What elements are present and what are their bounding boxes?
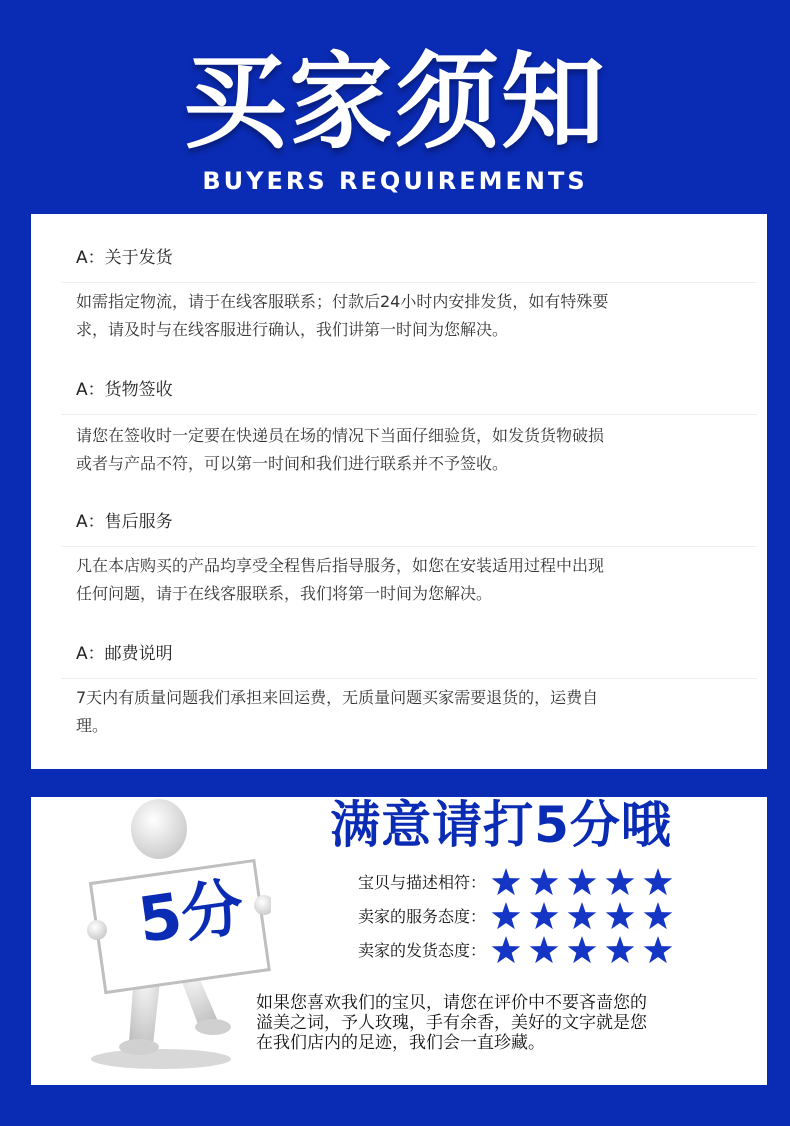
closing-line: 如果您喜欢我们的宝贝，请您在评价中不要吝啬您的 [256, 993, 647, 1013]
divider [61, 414, 757, 415]
rating-label: 宝贝与描述相符： [357, 873, 486, 892]
closing-line: 溢美之词，予人玫瑰，手有余香，美好的文字就是您 [256, 1013, 647, 1033]
star-icon [644, 936, 673, 963]
star-icon [644, 868, 673, 895]
closing-line: 在我们店内的足迹，我们会一直珍藏。 [256, 1033, 545, 1053]
star-icon [530, 936, 559, 963]
section-title: A：售后服务 [76, 512, 173, 532]
rating-label: 卖家的服务态度： [357, 907, 486, 926]
closing-message [256, 993, 736, 1053]
rating-panel [31, 797, 767, 1085]
section-line: 任何问题，请于在线客服联系，我们将第一时间为您解决。 [76, 584, 493, 603]
divider [61, 678, 757, 679]
star-icon [606, 902, 635, 929]
section-body [76, 422, 736, 478]
divider [61, 546, 757, 547]
promo-title: 满意请打5分哦 [330, 796, 672, 854]
divider [61, 282, 757, 283]
sign-text: 5分 [133, 870, 249, 957]
star-icon [492, 902, 521, 929]
section-title: A：邮费说明 [76, 644, 173, 664]
section-body [76, 684, 736, 740]
star-icon [492, 936, 521, 963]
section-body [76, 552, 736, 608]
notice-card [31, 214, 767, 769]
header [0, 0, 790, 210]
section-line: 理。 [76, 716, 109, 735]
section-line: 请您在签收时一定要在快递员在场的情况下当面仔细验货，如发货货物破损 [76, 426, 605, 445]
star-rating [491, 901, 681, 933]
rating-row-delivery [271, 935, 731, 967]
rating-row-description [271, 867, 731, 899]
section-line: 7天内有质量问题我们承担来回运费，无质量问题买家需要退货的，运费自 [76, 688, 599, 707]
star-icon [568, 936, 597, 963]
section-title: A：货物签收 [76, 380, 173, 400]
star-icon [492, 868, 521, 895]
star-icon [568, 902, 597, 929]
star-icon [568, 868, 597, 895]
star-icon [530, 868, 559, 895]
section-line: 求，请及时与在线客服进行确认，我们讲第一时间为您解决。 [76, 320, 509, 339]
star-icon [606, 936, 635, 963]
section-line: 或者与产品不符，可以第一时间和我们进行联系并不予签收。 [76, 454, 509, 473]
section-title: A：关于发货 [76, 248, 173, 268]
page-subtitle: BUYERS REQUIREMENTS [202, 167, 588, 195]
mascot-figure [81, 797, 271, 1085]
section-body [76, 288, 736, 344]
star-icon [606, 868, 635, 895]
star-rating [491, 867, 681, 899]
star-icon [530, 902, 559, 929]
star-icon [644, 902, 673, 929]
rating-label: 卖家的发货态度： [357, 941, 486, 960]
page-title: 买家须知 [182, 41, 607, 163]
rating-row-service [271, 901, 731, 933]
section-line: 凡在本店购买的产品均享受全程售后指导服务，如您在安装适用过程中出现 [76, 556, 605, 575]
section-line: 如需指定物流，请于在线客服联系；付款后24小时内安排发货，如有特殊要 [76, 292, 609, 311]
star-rating [491, 935, 681, 967]
